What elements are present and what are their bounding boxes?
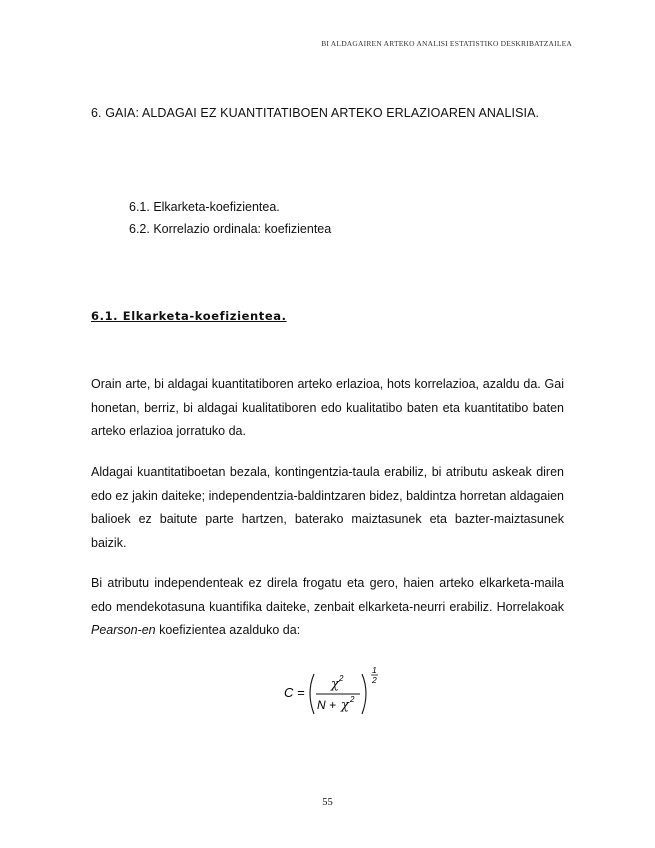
paragraph-3	[91, 572, 564, 643]
pearson-coefficient-formula	[284, 664, 394, 720]
formula-numerator-exponent: 2	[339, 674, 344, 683]
paragraph-3-text-start: Bi atributu independenteak ez direla frogatu eta gero, haien arteko elkarketa-maila edo mendekotasuna kuantifika daiteke, zenbait elkarketa-neurri erabiliz. Horrelakoak	[91, 576, 564, 614]
formula-denominator-chi: χ	[341, 698, 349, 713]
toc-item-6-1: 6.1. Elkarketa-koefizientea.	[129, 200, 280, 214]
table-of-contents	[129, 196, 331, 240]
paragraph-2: Aldagai kuantitatiboetan bezala, kontingentzia-taula erabiliz, bi atributu askeak diren edo ez jakin daiteke; independentzia-baldintzaren bidez, baldintza horretan aldagaien balioek ez baitute parte hartzen, baterako maiztasunek eta bazter-maiztasunek baizik.	[91, 465, 564, 550]
page-number: 55	[322, 797, 333, 808]
formula-left-paren	[310, 674, 314, 714]
paragraph-3-text-end: koefizientea azalduko da:	[155, 623, 301, 637]
formula-power-denominator: 2	[372, 675, 377, 685]
formula-numerator-chi: χ	[331, 677, 339, 692]
pearson-name: Pearson-en	[91, 623, 156, 637]
section-heading: 6.1. Elkarketa-koefizientea.	[91, 309, 287, 323]
formula-power-numerator: 1	[372, 665, 377, 675]
chapter-title: 6. GAIA: ALDAGAI EZ KUANTITATIBOEN ARTEKO ERLAZIOAREN ANALISIA.	[91, 106, 540, 120]
formula-denominator-exponent: 2	[350, 695, 355, 704]
running-header: BI ALDAGAIREN ARTEKO ANALISI ESTATISTIKO DESKRIBATZAILEA	[321, 39, 572, 48]
toc-item-6-2: 6.2. Korrelazio ordinala: koefizientea	[129, 222, 332, 236]
paragraph-1: Orain arte, bi aldagai kuantitatiboren arteko erlazioa, hots korrelazioa, azaldu da. Gai honetan, berriz, bi aldagai kualitatiboren edo kualitatibo baten eta kuantitatibo baten arteko erlazioa jorratuko da.	[91, 377, 564, 438]
formula-lhs: C =	[284, 685, 305, 700]
formula-denominator-n-plus: N +	[317, 698, 337, 712]
formula-right-paren	[362, 674, 366, 714]
